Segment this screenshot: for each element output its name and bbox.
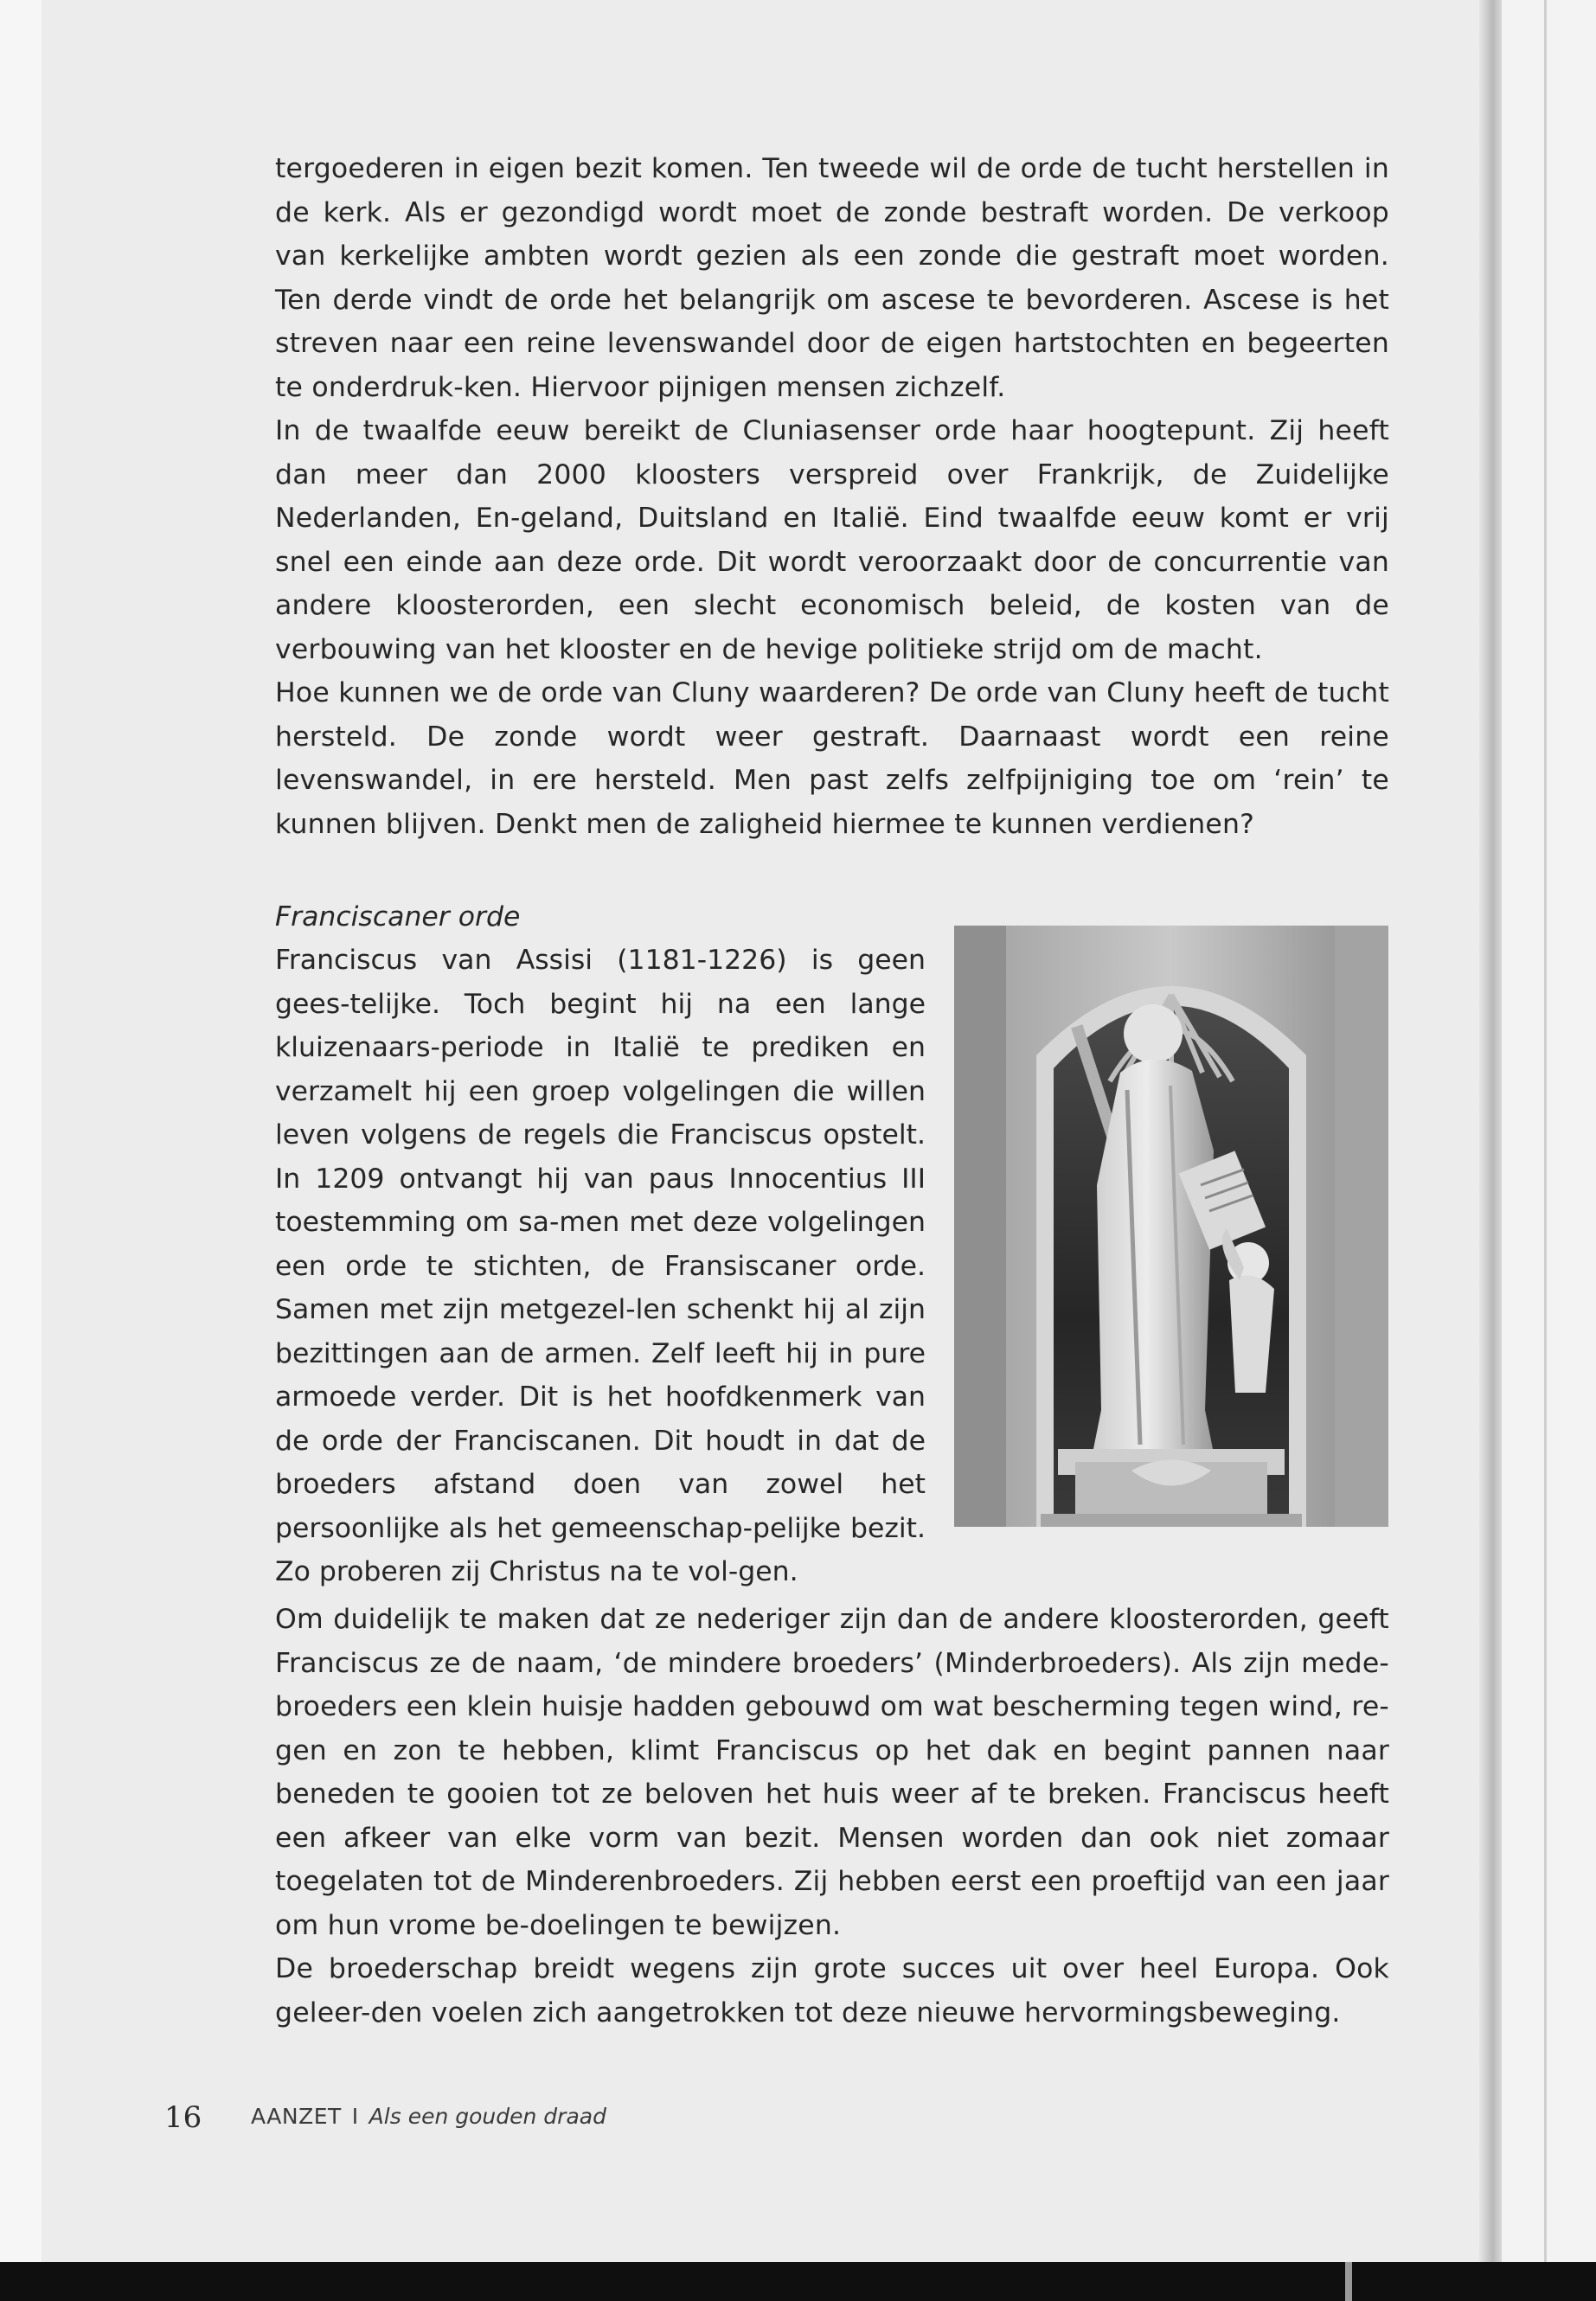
statue-illustration — [954, 926, 1388, 1527]
paragraph: De broederschap breidt wegens zijn grote succes uit over heel Europa. Ook geleer-den voelen zich aangetrokken tot deze nieuwe hervormingsbeweging. — [275, 1953, 1389, 2029]
section-heading: Franciscaner orde — [275, 901, 521, 933]
paragraph: Om duidelijk te maken dat ze nederiger zijn dan de andere kloosterorden, geeft Franciscus ze de naam, ‘de mindere broeders’ (Minderbroeders). Als zijn mede-broeders een klein huisje hadden gebouwd om wat bescherming tegen wind, re-gen en zon te hebben, klimt Franciscus op het dak en begint pannen naar beneden te gooien tot ze beloven het huis weer af te breken. Franciscus heeft een afkeer van elke vorm van bezit. Mensen worden dan ook niet zomaar toegelaten tot de Minderenbroeders. Zij hebben eerst een proeftijd van een jaar om hun vrome be-doelingen te bewijzen. — [275, 1604, 1389, 1941]
column-text-block — [275, 939, 926, 1594]
top-text-block — [275, 147, 1389, 846]
scan-left-margin — [0, 0, 42, 2262]
statue-photo — [954, 926, 1388, 1527]
paragraph: Hoe kunnen we de orde van Cluny waarderen? De orde van Cluny heeft de tucht hersteld. De zonde wordt weer gestraft. Daarnaast wordt een reine levenswandel, in ere hersteld. Men past zelfs zelfpijniging toe om ‘rein’ te kunnen blijven. Denkt men de zaligheid hiermee te kunnen verdienen? — [275, 677, 1389, 840]
series-name: AANZET — [251, 2104, 342, 2129]
paragraph: Franciscus van Assisi (1181-1226) is geen gees-telijke. Toch begint hij na een lange kluizenaars-periode in Italië te prediken en verzamelt hij een groep volgelingen die willen leven volgens de regels die Franciscus opstelt. In 1209 ontvangt hij van paus Innocentius III toestemming om sa-men met deze volgelingen een orde te stichten, de Fransiscaner orde. Samen met zijn metgezel-len schenkt hij al zijn bezittingen aan de armen. Zelf leeft hij in pure armoede verder. Dit is het hoofdkenmerk van de orde der Franciscanen. Dit houdt in dat de broeders afstand doen van zowel het persoonlijke als het gemeenschap-pelijke bezit. Zo proberen zij Christus na te vol-gen. — [275, 945, 926, 1587]
bottom-text-block — [275, 1598, 1389, 2035]
scan-bottom-border — [0, 2262, 1596, 2301]
paragraph: tergoederen in eigen bezit komen. Ten tweede wil de orde de tucht herstellen in de kerk. Als er gezondigd wordt moet de zonde bestraft worden. De verkoop van kerkelijke ambten wordt gezien als een zonde die gestraft moet worden. Ten derde vindt de orde het belangrijk om ascese te bevorderen. Ascese is het streven naar een reine levenswandel door de eigen hartstochten en begeerten te onderdruk-ken. Hiervoor pijnigen mensen zichzelf. — [275, 153, 1389, 403]
page-number: 16 — [164, 2100, 202, 2135]
book-title: Als een gouden draad — [369, 2104, 606, 2129]
adjacent-page-edge — [1502, 0, 1596, 2262]
footer-separator: I — [351, 2104, 359, 2129]
scan-bottom-marker — [1345, 2262, 1352, 2301]
paragraph: In de twaalfde eeuw bereikt de Cluniasenser orde haar hoogtepunt. Zij heeft dan meer dan 2000 kloosters verspreid over Frankrijk, de Zuidelijke Nederlanden, En-geland, Duitsland en Italië. Eind twaalfde eeuw komt er vrij snel een einde aan deze orde. Dit wordt veroorzaakt door de concurrentie van andere kloosterorden, een slecht economisch beleid, de kosten van de verbouwing van het klooster en de hevige politieke strijd om de macht. — [275, 415, 1389, 665]
running-footer — [251, 2104, 606, 2129]
page-edge-line — [1544, 0, 1547, 2262]
page-fold-shadow — [1479, 0, 1502, 2262]
